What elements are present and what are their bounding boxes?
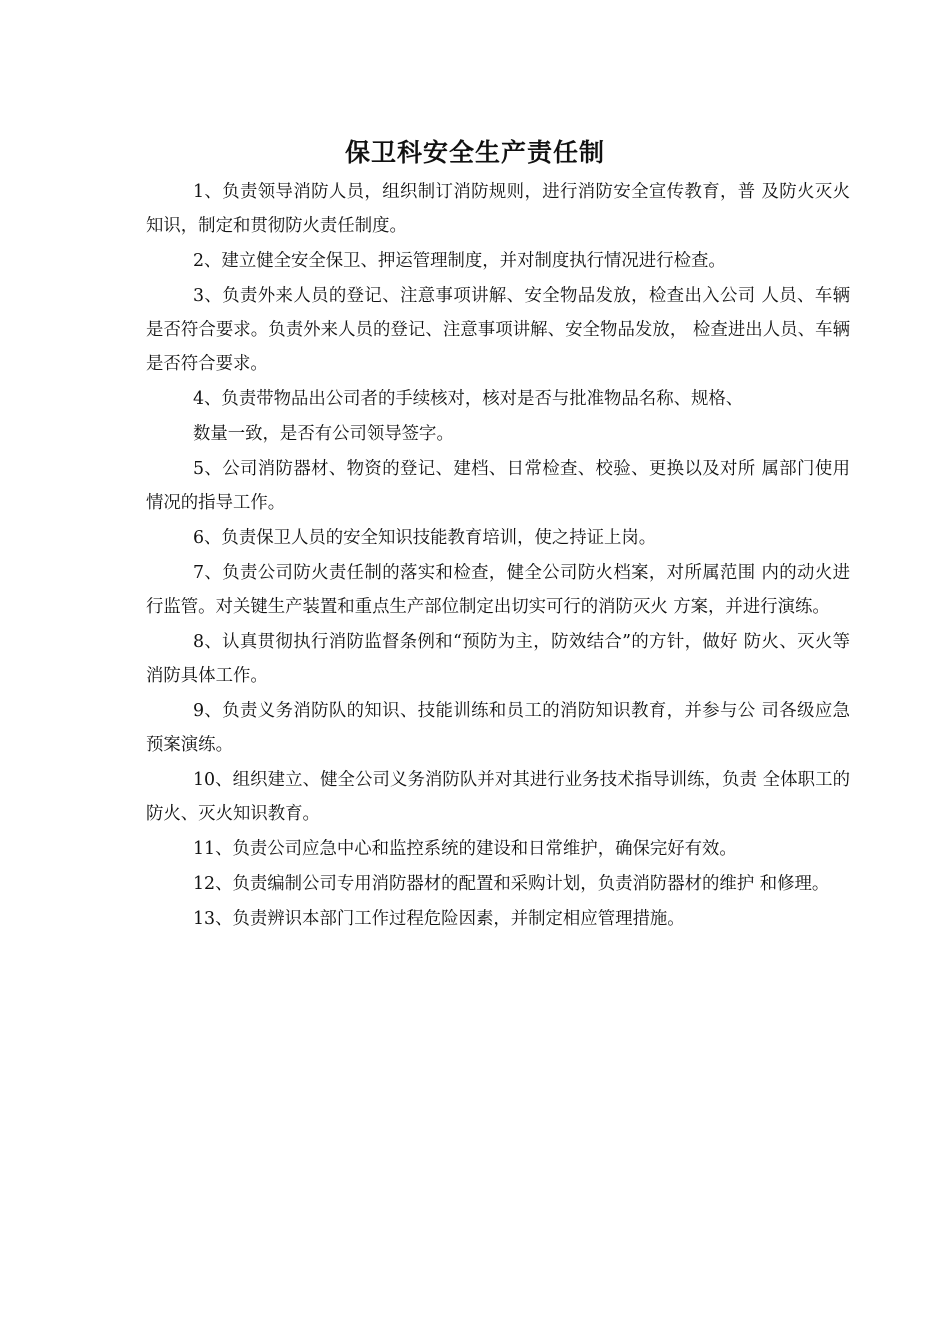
list-item: 9、负责义务消防队的知识、技能训练和员工的消防知识教育，并参与公 司各级应急预案演练。 [146,701,850,755]
list-item: 10、组织建立、健全公司义务消防队并对其进行业务技术指导训练，负责 全体职工的防火、灭火知识教育。 [146,770,850,824]
list-item: 6、负责保卫人员的安全知识技能教育培训，使之持证上岗。 [192,528,657,548]
list-item: 1、负责领导消防人员，组织制订消防规则，进行消防安全宣传教育，普 及防火灭火知识，制定和贯彻防火责任制度。 [146,182,850,236]
list-item: 3、负责外来人员的登记、注意事项讲解、安全物品发放，检查出入公司 人员、车辆是否符合要求。负责外来人员的登记、注意事项讲解、安全物品发放， 检查进出人员、车辆是否符合要求。 [146,286,850,374]
list-item: 2、建立健全安全保卫、押运管理制度，并对制度执行情况进行检查。 [192,251,726,271]
document-title: 保卫科安全生产责任制 [344,138,605,167]
list-item: 7、负责公司防火责任制的落实和检查，健全公司防火档案，对所属范围 内的动火进行监管。对关键生产装置和重点生产部位制定出切实可行的消防灭火 方案，并进行演练。 [146,563,850,617]
list-item: 5、公司消防器材、物资的登记、建档、日常检查、校验、更换以及对所 属部门使用情况的指导工作。 [146,459,850,513]
list-item: 12、负责编制公司专用消防器材的配置和采购计划，负责消防器材的维护 和修理。 [192,874,830,894]
list-item: 4、负责带物品出公司者的手续核对，核对是否与批准物品名称、规格、 [192,389,744,409]
list-item: 11、负责公司应急中心和监控系统的建设和日常维护，确保完好有效。 [192,839,737,859]
list-item: 13、负责辨识本部门工作过程危险因素，并制定相应管理措施。 [192,909,685,929]
responsibility-list [146,175,850,937]
list-item-continuation: 数量一致，是否有公司领导签字。 [192,424,454,444]
list-item: 8、认真贯彻执行消防监督条例和“预防为主，防效结合”的方针，做好 防火、灭火等消防具体工作。 [146,632,850,686]
